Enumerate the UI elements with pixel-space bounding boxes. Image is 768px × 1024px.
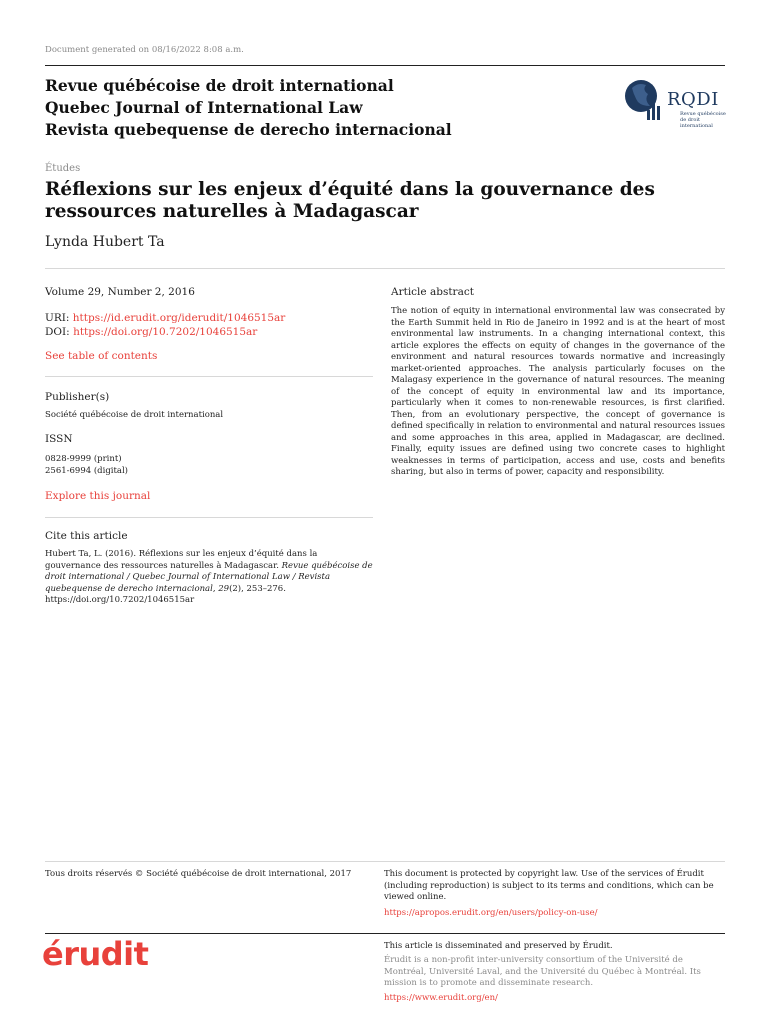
erudit-link[interactable]: https://www.erudit.org/en/ — [384, 993, 498, 1003]
toc-link[interactable]: See table of contents — [45, 350, 158, 362]
journal-title-fr: Revue québécoise de droit international — [45, 76, 394, 95]
journal-titles — [45, 75, 452, 141]
copyright-text: This document is protected by copyright law. Use of the services of Érudit (including reproduction) is subject to its terms and conditions, which can be viewed online. — [384, 869, 714, 902]
section-label: Études — [45, 163, 81, 174]
logo-subtitle — [680, 111, 728, 129]
issn-print: 0828-9999 (print) — [45, 454, 122, 464]
globe-icon — [624, 76, 664, 124]
identifiers — [45, 311, 285, 339]
issn-values — [45, 454, 128, 477]
header-rule — [45, 65, 725, 66]
publisher-name: Société québécoise de droit international — [45, 410, 224, 420]
rights-statement: Tous droits réservés © Société québécoise de droit international, 2017 — [45, 869, 352, 879]
footer-rule-2 — [45, 933, 725, 934]
issn-digital: 2561-6994 (digital) — [45, 465, 128, 476]
explore-journal-link[interactable]: Explore this journal — [45, 490, 151, 502]
citation-text — [45, 549, 375, 607]
citation-sep: , — [212, 583, 219, 594]
doi-label: DOI: — [45, 326, 70, 338]
policy-link[interactable]: https://apropos.erudit.org/en/users/policy-on-use/ — [384, 908, 598, 918]
citation-volume: 29 — [218, 583, 230, 594]
uri-label: URI: — [45, 312, 70, 324]
journal-title-es: Revista quebequense de derecho internacional — [45, 120, 452, 139]
citation-rest: (2), 253–276. https://doi.org/10.7202/1046515ar — [45, 583, 286, 605]
issn-heading: ISSN — [45, 433, 73, 445]
logo-sub-line1: Revue québécoise — [680, 111, 726, 117]
title-rule — [45, 268, 725, 269]
generated-note: Document generated on 08/16/2022 8:08 a.m. — [45, 45, 244, 55]
abstract-heading: Article abstract — [391, 286, 474, 298]
uri-link[interactable]: https://id.erudit.org/iderudit/1046515ar — [72, 312, 286, 324]
doi-link[interactable]: https://doi.org/10.7202/1046515ar — [73, 326, 258, 338]
citation-journal: Revue québécoise de droit international / Quebec Journal of International Law / Revista quebequense de derecho internacional — [45, 560, 373, 594]
rqdi-logo — [624, 76, 728, 129]
citation-part1: Hubert Ta, L. (2016). Réflexions sur les enjeux d’équité dans la gouvernance des ressources naturelles à Madagascar. — [45, 549, 318, 571]
article-title-line1: Réflexions sur les enjeux d’équité dans la gouvernance des — [45, 179, 655, 200]
meta-rule-2 — [45, 517, 373, 518]
article-title — [45, 179, 735, 223]
logo-abbr: RQDI — [667, 89, 719, 110]
footer-rule-1 — [45, 861, 725, 862]
disseminated-note: This article is disseminated and preserved by Érudit. — [384, 941, 613, 951]
abstract-text: The notion of equity in international environmental law was consecrated by the Earth Summit held in Rio de Janeiro in 1992 and is at the heart of most environmental law instruments. In a changing international context, this article explores the effects on equity of changes in the governance of the environment and natural resources towards normative and increasingly market-oriented approaches. The analysis particularly focuses on the Malagasy experience in the governance of natural resources. The meaning of the concept of equity in environmental law and its importance, particularly when it comes to non-renewable resources, is first clarified. Then, from an evolutionary perspective, the concept of governance is defined specifically in relation to environmental and natural resources issues and some approaches in this area, applied in Madagascar, are declined. Finally, equity issues are defined using two concrete cases to highlight weaknesses in terms of participation, access and use, costs and benefits sharing, but also in terms of power, capacity and responsibility. — [391, 306, 725, 477]
article-author: Lynda Hubert Ta — [45, 234, 165, 250]
article-title-line2: ressources naturelles à Madagascar — [45, 201, 419, 222]
volume-info: Volume 29, Number 2, 2016 — [45, 286, 195, 298]
erudit-logo: érudit — [42, 935, 149, 973]
logo-sub-line2: de droit international — [680, 117, 713, 129]
consortium-text: Érudit is a non-profit inter-university consortium of the Université de Montréal, Université Laval, and the Université du Québec à Montréal. Its mission is to promote and disseminate research. — [384, 955, 701, 988]
cite-heading: Cite this article — [45, 530, 128, 542]
publisher-heading: Publisher(s) — [45, 391, 110, 403]
journal-title-en: Quebec Journal of International Law — [45, 98, 363, 117]
meta-rule-1 — [45, 376, 373, 377]
